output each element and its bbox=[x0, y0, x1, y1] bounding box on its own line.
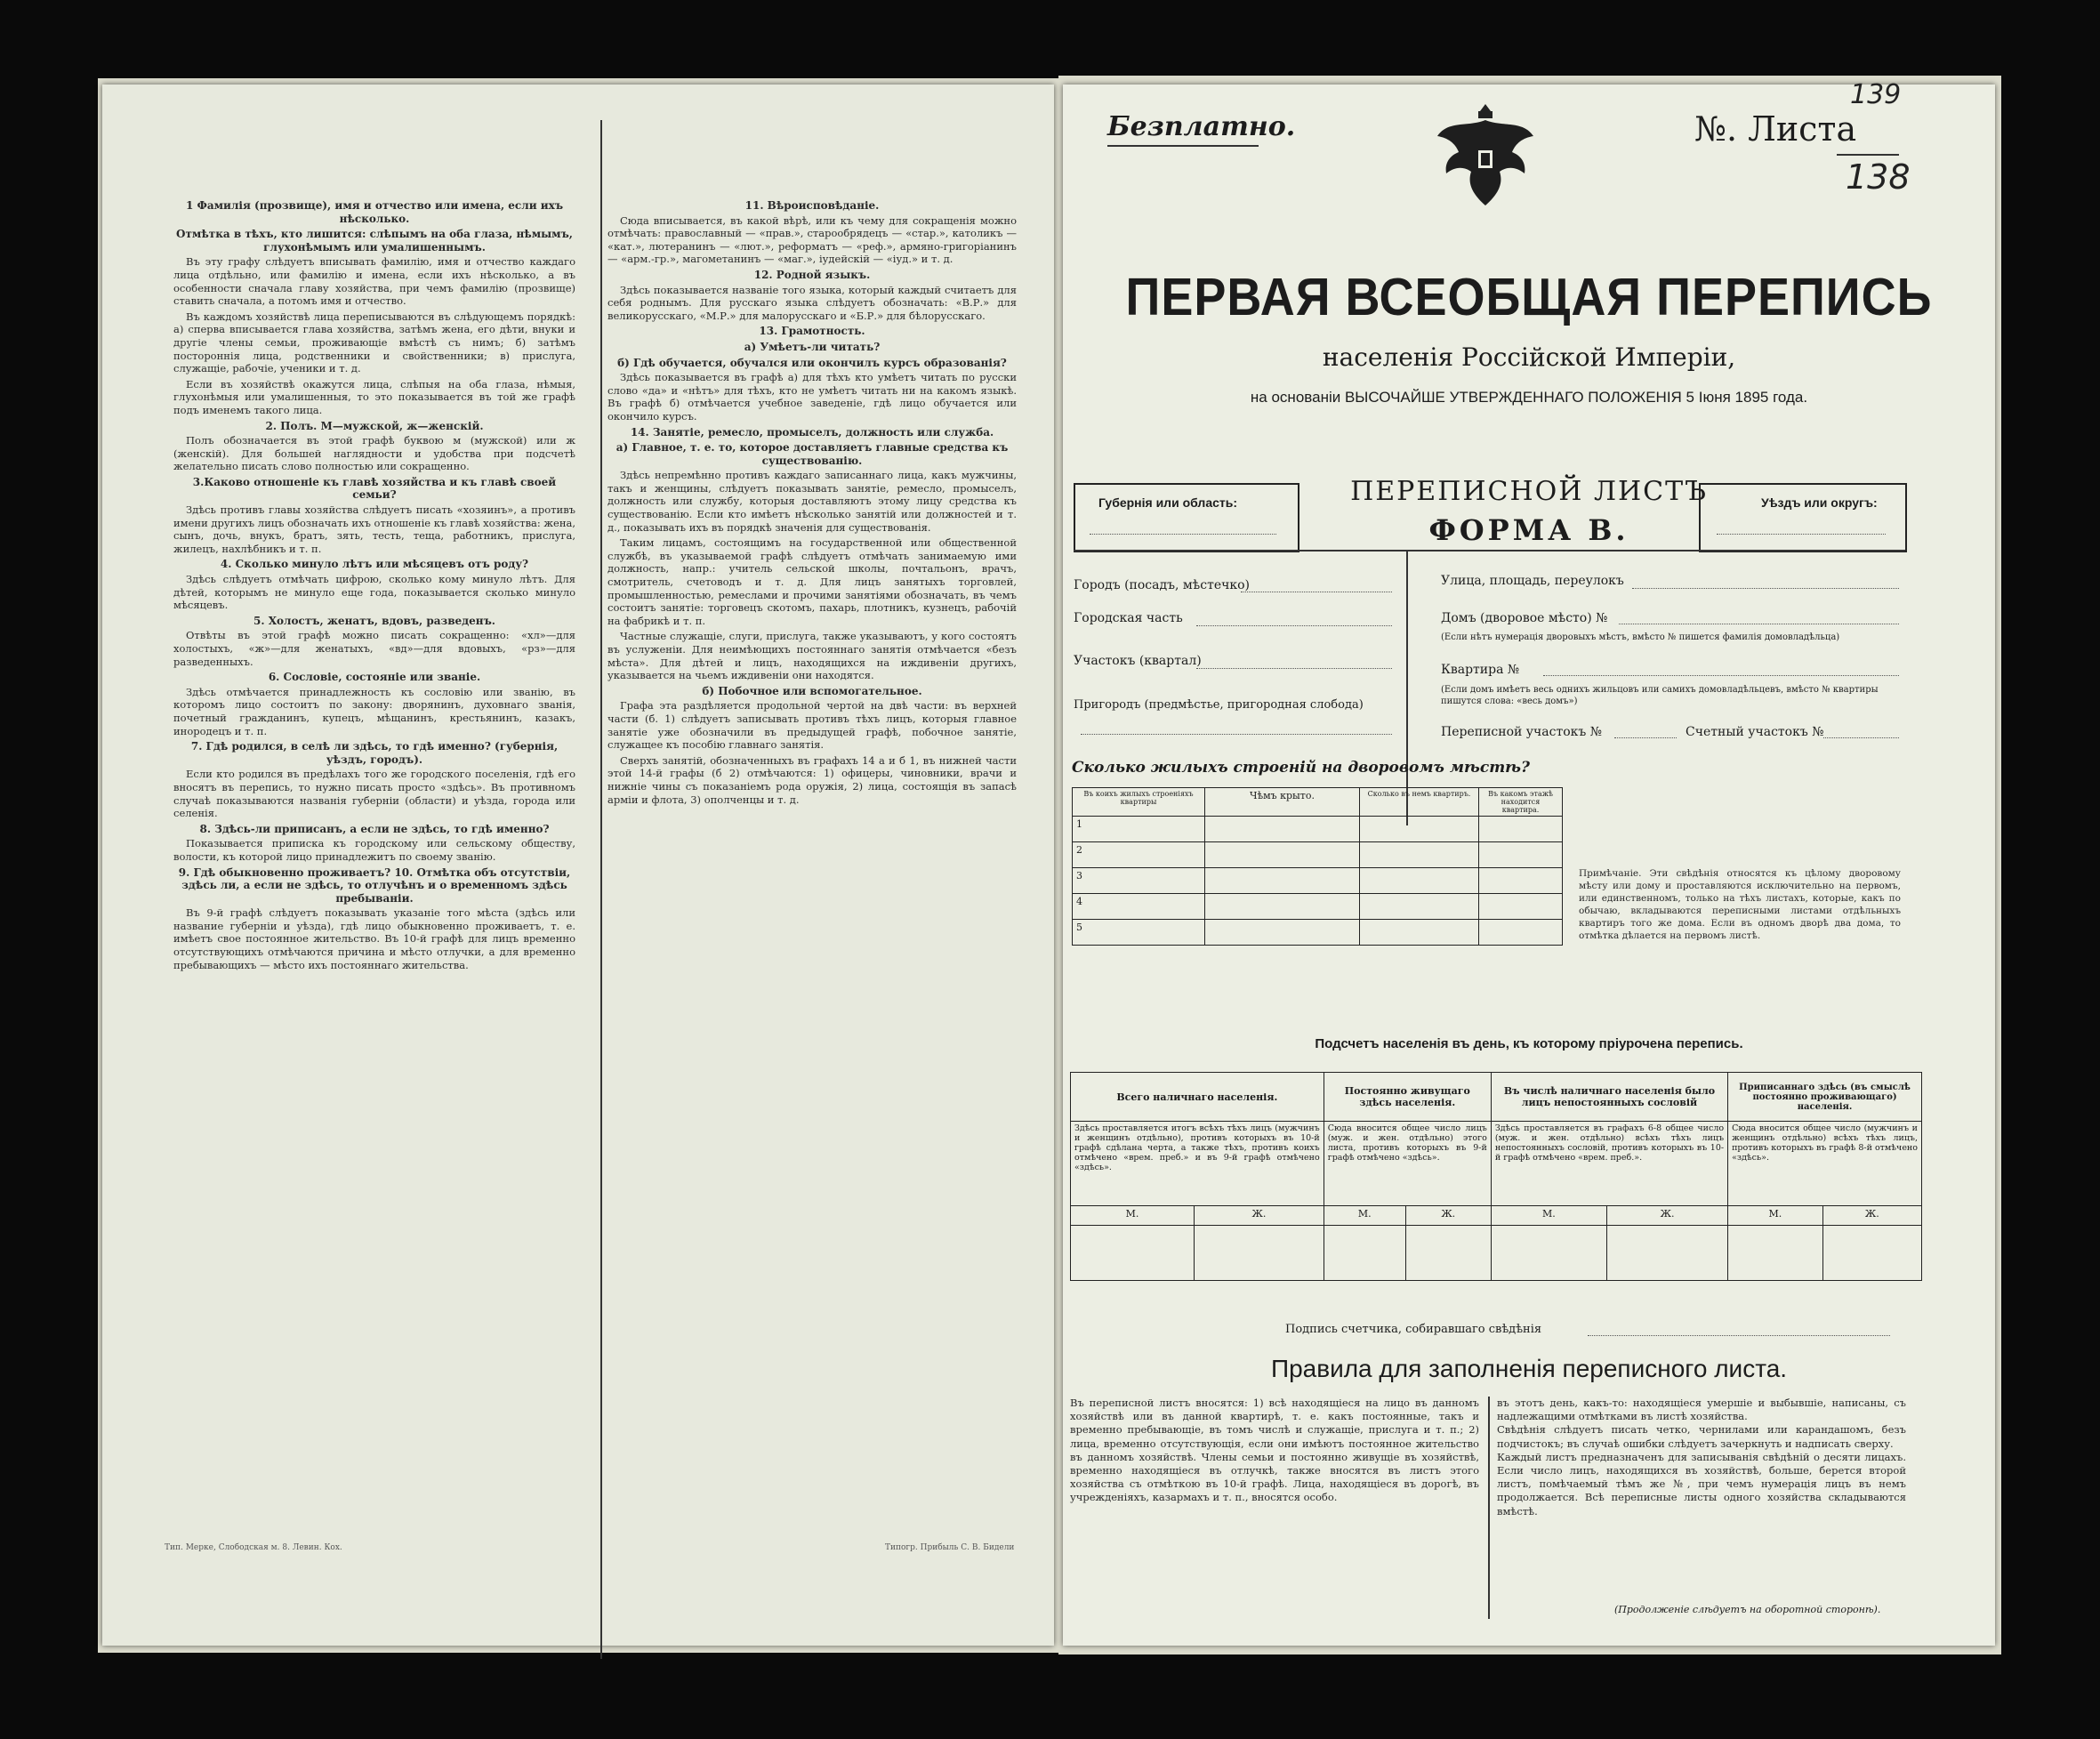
count-cell[interactable] bbox=[1606, 1226, 1727, 1281]
addr-district-field[interactable] bbox=[1614, 737, 1677, 738]
count-header-registered: Приписаннаго здѣсь (въ смыслѣ постоянно проживающаго) населенія. bbox=[1728, 1073, 1922, 1122]
q14-a: а) Главное, т. е. то, которое доставляетъ главные средства къ существованію. bbox=[616, 441, 1009, 467]
addr-part-label: Городская часть bbox=[1074, 611, 1183, 625]
count-cell[interactable] bbox=[1324, 1226, 1405, 1281]
addr-flat-note: (Если домъ имѣетъ весь однихъ жильцовъ или самихъ домовладѣльцевъ, вмѣсто № квартиры пишутся слова: «весь домъ») bbox=[1441, 685, 1879, 706]
q1-text-2: Въ каждомъ хозяйствѣ лица переписываются въ слѣдующемъ порядкѣ: а) сперва вписывается глава хозяйства, затѣмъ жена, его дѣти, внуки и другіе члены семьи, проживающіе вмѣстѣ съ нимъ; б) затѣмъ постороннія лица, родственники и свойственники; в) прислуга, служащіе, рабочіе, ученики и т. д. bbox=[173, 310, 575, 375]
census-basis: на основаніи ВЫСОЧАЙШЕ УТВЕРЖДЕННАГО ПОЛОЖЕНІЯ 5 Іюня 1895 года. bbox=[1250, 389, 1808, 406]
addr-house-label: Домъ (дворовое мѣсто) № bbox=[1441, 611, 1608, 625]
q14-text: Здѣсь непремѣнно противъ каждаго записаннаго лица, какъ мужчины, такъ и женщины, слѣдуетъ показывать занятіе, ремесло, промыселъ, должность или службу, которыя доставляютъ этому лицу средства къ существованію. Если кто имѣетъ нѣсколько занятій или должностей и т. д., показывать ихъ въ порядкѣ значенія для существованія. bbox=[607, 469, 1017, 534]
q11-text: Сюда вписывается, въ какой вѣрѣ, или къ чему для сокращенія можно отмѣчать: православный — «прав.», старообрядецъ — «стар.», католикъ — «кат.», лютеранинъ — «лют.», реформатъ — «реф.», армяно-григоріанинъ — «арм.-гр.», магометанинъ — «маг.», іудейскій — «іуд.» и т. д. bbox=[607, 213, 1017, 266]
rules-continued: (Продолженіе слѣдуетъ на оборотной сторонѣ). bbox=[1614, 1604, 1881, 1615]
q14-title: 14. Занятіе, ремесло, промыселъ, должность или служба. bbox=[630, 425, 994, 439]
buildings-table bbox=[1072, 787, 1563, 946]
build-header-1: Въ коихъ жилыхъ строеніяхъ квартиры bbox=[1073, 788, 1205, 817]
q2-title: 2. Полъ. М—мужской, ж—женскій. bbox=[265, 419, 484, 432]
addr-district-label: Переписной участокъ № bbox=[1441, 725, 1602, 739]
q3-title: 3.Каково отношеніе къ главѣ хозяйства и къ главѣ своей семьи? bbox=[192, 475, 557, 502]
printer-note-right: Типогр. Прибыль С. В. Бидели bbox=[885, 1543, 1015, 1552]
q7-title: 7. Гдѣ родился, в селѣ ли здѣсь, то гдѣ именно? (губернія, уѣздъ, городъ). bbox=[190, 740, 559, 766]
addr-house-note: (Если нѣтъ нумерація дворовыхъ мѣстъ, вмѣсто № пишется фамилія домовладѣльца) bbox=[1441, 632, 1840, 642]
count-cell[interactable] bbox=[1195, 1226, 1324, 1281]
uezd-label: Уѣздъ или округъ: bbox=[1761, 495, 1878, 510]
count-desc-present: Здѣсь проставляется итогъ всѣхъ тѣхъ лицъ (мужчинъ и женщинъ отдѣльно), противъ которыхъ въ 10-й графѣ сдѣлана черта, а также тѣхъ, противъ коихъ отмѣчено «врем. преб.» и въ 9-й графѣ отмѣчено «здѣсь». bbox=[1071, 1122, 1324, 1206]
q14-text-2: Таким лицамъ, состоящимъ на государственной или общественной службѣ, въ указываемой графѣ слѣдуетъ отмѣчать занимаемую ими должность, напр.: учитель сельской школы, почтальонъ, врачъ, смотритель, счетоводъ и т. д. Для лицъ занятыхъ торговлей, промышленностью, ремеслами и прочими занятіями обозначать, въ чемъ состоитъ занятіе: торговецъ скотомъ, пахарь, плотникъ, кузнецъ, рабочій на фабрикѣ и т. п. bbox=[607, 536, 1017, 627]
build-cell[interactable] bbox=[1479, 920, 1563, 946]
addr-part-field[interactable] bbox=[1196, 625, 1392, 626]
build-cell[interactable] bbox=[1205, 894, 1360, 920]
q9-text: Въ 9-й графѣ слѣдуетъ показывать указаніе того мѣста (здѣсь или название губерніи и уѣзда), гдѣ лицо обыкновенно проживаетъ, т. е. имѣетъ свое постоянное жительство. Въ 10-й графѣ для лицъ временно отсутствующихъ отмѣчаются причина и мѣсто отлучки, а для временно пребывающихъ — мѣсто ихъ постояннаго жительства. bbox=[173, 906, 575, 971]
sheet-number-underline bbox=[1837, 154, 1899, 156]
left-column-1 bbox=[173, 197, 575, 1615]
addr-street-label: Улица, площадь, переулокъ bbox=[1441, 574, 1624, 588]
q12-title: 12. Родной языкъ. bbox=[753, 268, 871, 281]
free-label: Безплатно. bbox=[1107, 111, 1296, 142]
signature-field[interactable] bbox=[1588, 1335, 1890, 1336]
count-title: Подсчетъ населенія въ день, къ которому пріурочена перепись. bbox=[1315, 1036, 1743, 1051]
count-cell[interactable] bbox=[1071, 1226, 1195, 1281]
q1-text: Въ эту графу слѣдуетъ вписывать фамилію, имя и отчество каждаго лица отдѣльно, или фамилію и имена, если ихъ нѣсколько, а въ особенности сначала главу хозяйства, при чемъ фамилію (прозвище) ставить сначала, а потомъ имя и отчество. bbox=[173, 255, 575, 308]
census-subtitle: населенія Россійской Имперіи, bbox=[1322, 342, 1736, 372]
q5-title: 5. Холостъ, женатъ, вдовъ, разведенъ. bbox=[253, 614, 495, 627]
sex-female-label: Ж. bbox=[1405, 1206, 1491, 1226]
count-desc-permanent: Сюда вносится общее число лицъ (муж. и жен. отдѣльно) этого листа, противъ которыхъ въ 9-й графѣ отмѣчено «здѣсь». bbox=[1324, 1122, 1491, 1206]
sex-female-label: Ж. bbox=[1195, 1206, 1324, 1226]
build-row-number: 3 bbox=[1073, 868, 1205, 894]
addr-count-field[interactable] bbox=[1823, 737, 1899, 738]
build-cell[interactable] bbox=[1360, 920, 1479, 946]
q13-b: б) Гдѣ обучается, обучался или окончилъ курсъ образованія? bbox=[617, 356, 1007, 369]
left-column-2 bbox=[607, 197, 1017, 1615]
q1-text-3: Если въ хозяйствѣ окажутся лица, слѣпыя на оба глаза, нѣмыя, глухонѣмыя или умалишенныя, то это показывается въ той же графѣ подъ именемъ такого лица. bbox=[173, 377, 575, 416]
sex-female-label: Ж. bbox=[1606, 1206, 1727, 1226]
q4-text: Здѣсь слѣдуетъ отмѣчать цифрою, сколько кому минуло лѣтъ. Для дѣтей, которымъ не минуло еще года, показывается сколько минуло мѣсяцевъ. bbox=[173, 573, 575, 612]
q14-b-title: б) Побочное или вспомогательное. bbox=[702, 684, 922, 697]
build-cell[interactable] bbox=[1479, 894, 1563, 920]
q11-title: 11. Вѣроисповѣданіе. bbox=[744, 199, 880, 212]
addr-street-field[interactable] bbox=[1632, 588, 1899, 589]
build-cell[interactable] bbox=[1479, 868, 1563, 894]
uezd-box bbox=[1699, 483, 1907, 552]
sex-male-label: М. bbox=[1728, 1206, 1822, 1226]
count-header-present: Всего наличнаго населенія. bbox=[1071, 1073, 1324, 1122]
build-row-number: 5 bbox=[1073, 920, 1205, 946]
q3-text: Здѣсь противъ главы хозяйства слѣдуетъ писать «хозяинъ», а противъ имени другихъ лицъ обозначать ихъ отношеніе къ главѣ хозяйства: жена, сынъ, дочь, внукъ, братъ, зять, тесть, теща, работникъ, прислуга, жилецъ, нахлѣбникъ и т. п. bbox=[173, 503, 575, 555]
free-underline bbox=[1107, 145, 1259, 147]
build-cell[interactable] bbox=[1360, 842, 1479, 868]
addr-flat-label: Квартира № bbox=[1441, 663, 1520, 677]
build-header-3: Сколько въ немъ квартиръ. bbox=[1360, 788, 1479, 817]
sheet-number-label: №. Листа bbox=[1694, 109, 1857, 149]
count-cell[interactable] bbox=[1822, 1226, 1921, 1281]
q9-title: 9. Гдѣ обыкновенно проживаетъ? 10. Отмѣтка объ отсутствіи, здѣсь ли, а если не здѣсь, то отлучѣнъ и о временномъ здѣсь пребываніи. bbox=[178, 865, 571, 905]
q2-text: Полъ обозначается въ этой графѣ буквою м (мужской) или ж (женскій). Для большей наглядности и удобства при подсчетѣ желательно писать слово полностью или сокращенно. bbox=[173, 434, 575, 473]
count-cell[interactable] bbox=[1728, 1226, 1822, 1281]
q5-text: Отвѣты въ этой графѣ можно писать сокращенно: «хл»—для холостыхъ, «ж»—для женатыхъ, «вд»—для вдовыхъ, «рз»—для разведенныхъ. bbox=[173, 629, 575, 668]
build-cell[interactable] bbox=[1205, 868, 1360, 894]
sex-male-label: М. bbox=[1071, 1206, 1195, 1226]
gubernia-label: Губернія или область: bbox=[1098, 495, 1238, 510]
form-title: ПЕРЕПИСНОЙ ЛИСТЪ bbox=[1350, 476, 1708, 507]
q6-title: 6. Сословіе, состояніе или званіе. bbox=[268, 671, 481, 684]
rules-column-1: Въ переписной листъ вносятся: 1) всѣ находящіеся на лицо въ данномъ хозяйствѣ или въ данной квартирѣ, т. е. какъ постоянные, такъ и временно пребывающіе, въ томъ числѣ и служащіе, прислуга и т. п.; 2) лица, временно отсутствующія, если они имѣютъ постоянное жительство въ данномъ хозяйствѣ. Члены семьи и постоянно живущіе въ хозяйствѣ, временно находящіеся въ отлучкѣ, также вносятся въ листъ этого хозяйства съ отмѣткою въ 10-й графѣ. Лица, находящіеся въ дорогѣ, въ учрежденіяхъ, казармахъ и т. п., вносятся особо. bbox=[1070, 1397, 1479, 1504]
sex-male-label: М. bbox=[1491, 1206, 1606, 1226]
build-cell[interactable] bbox=[1360, 894, 1479, 920]
count-desc-registered: Сюда вносится общее число (мужчинъ и женщинъ отдѣльно) всѣхъ тѣхъ лицъ, противъ которыхъ въ графѣ 8-й отмѣчено «здѣсь». bbox=[1728, 1122, 1922, 1206]
build-cell[interactable] bbox=[1205, 920, 1360, 946]
rules-divider bbox=[1488, 1397, 1490, 1619]
build-row-number: 1 bbox=[1073, 817, 1205, 842]
address-divider bbox=[1406, 550, 1408, 825]
population-count-table bbox=[1070, 1072, 1922, 1281]
addr-city-label: Городъ (посадъ, мѣстечко) bbox=[1074, 578, 1251, 592]
buildings-note: Примѣчаніе. Эти свѣдѣнія относятся къ цѣлому дворовому мѣсту или дому и проставляются исключительно на первомъ, или единственномъ, только на тѣхъ листахъ, которые, какъ по обычаю, вкладываются переписными листами отдѣльныхъ квартиръ того же дома. Если въ одномъ дворѣ два дома, то отмѣтка дѣлается на первомъ листѣ. bbox=[1579, 868, 1901, 941]
count-cell[interactable] bbox=[1405, 1226, 1491, 1281]
printer-note-left: Тип. Мерке, Слободская м. 8. Левин. Кох. bbox=[165, 1543, 342, 1552]
sex-male-label: М. bbox=[1324, 1206, 1405, 1226]
count-desc-nonpermanent: Здѣсь проставляется въ графахъ 6-8 общее число (муж. и жен. отдѣльно) всѣхъ тѣхъ лицъ непостоянныхъ сословій, противъ которыхъ въ 10-й графѣ отмѣчено «врем. преб.». bbox=[1491, 1122, 1727, 1206]
build-cell[interactable] bbox=[1479, 842, 1563, 868]
column-divider bbox=[600, 120, 602, 1659]
addr-count-label: Счетный участокъ № bbox=[1686, 725, 1824, 739]
uezd-field[interactable] bbox=[1717, 534, 1886, 535]
right-page bbox=[1063, 79, 1995, 1646]
build-cell[interactable] bbox=[1360, 868, 1479, 894]
form-letter: ФОРМА В. bbox=[1428, 513, 1629, 547]
build-cell[interactable] bbox=[1205, 842, 1360, 868]
build-cell[interactable] bbox=[1360, 817, 1479, 842]
signature-label: Подпись счетчика, собиравшаго свѣдѣнія bbox=[1285, 1323, 1542, 1336]
count-header-permanent: Постоянно живущаго здѣсь населенія. bbox=[1324, 1073, 1491, 1122]
build-row-number: 4 bbox=[1073, 894, 1205, 920]
sex-female-label: Ж. bbox=[1822, 1206, 1921, 1226]
count-cell[interactable] bbox=[1491, 1226, 1606, 1281]
build-row-number: 2 bbox=[1073, 842, 1205, 868]
q7-text: Если кто родился въ предѣлахъ того же городского поселенія, гдѣ его вносятъ въ перепись, то нужно писать просто «здѣсь». Въ противномъ случаѣ показываются названія губерніи (области) и уѣзда, города или селенія. bbox=[173, 768, 575, 820]
q4-title: 4. Сколько минуло лѣтъ или мѣсяцевъ отъ роду? bbox=[220, 558, 529, 571]
addr-suburb-field[interactable] bbox=[1081, 734, 1392, 735]
build-cell[interactable] bbox=[1205, 817, 1360, 842]
handwritten-number-top: 139 bbox=[1850, 79, 1902, 110]
q14-b-text-2: Сверхъ занятій, обозначенныхъ въ графахъ 14 а и б 1, въ нижней части этой 14-й графы (б 2) отмѣчаются: 1) офицеры, чиновники, врачи и нижніе чины съ показаніемъ рода оружія, 2) лица, состоящія въ запасѣ арміи и флота, 3) ополченцы и т. д. bbox=[607, 753, 1017, 806]
header-rule bbox=[1074, 550, 1905, 551]
q8-title: 8. Здѣсь-ли приписанъ, а если не здѣсь, то гдѣ именно? bbox=[199, 822, 550, 835]
addr-precinct-label: Участокъ (квартал) bbox=[1074, 654, 1202, 668]
build-cell[interactable] bbox=[1479, 817, 1563, 842]
left-page bbox=[102, 85, 1054, 1646]
q12-text: Здѣсь показывается названіе того языка, который каждый считаетъ для себя роднымъ. Для русскаго языка слѣдуетъ обозначать: «В.Р.» для великорусскаго, «М.Р.» для малорусскаго и «Б.Р.» для бѣлорусскаго. bbox=[607, 283, 1017, 322]
addr-precinct-field[interactable] bbox=[1196, 668, 1392, 669]
q14-b-text: Графа эта раздѣляется продольной чертой на двѣ части: въ верхней части (б. 1) слѣдуетъ записывать противъ тѣхъ лицъ, которыя главное занятіе уже обозначили въ предыдущей графѣ, побочное занятіе, служащее къ пособію главнаго занятія. bbox=[607, 699, 1017, 752]
rules-column-2: въ этотъ день, какъ-то: находящіеся умершіе и выбывшіе, написаны, съ надлежащими отмѣтками въ лиcтѣ хозяйства. Свѣдѣнія слѣдуетъ писать четко, чернилами или карандашомъ, безъ подчистокъ; въ случаѣ ошибки слѣдуетъ зачеркнуть и надписать сверху. Каждый листъ предназначенъ для записыванія свѣдѣній о десяти лицахъ. Если число лицъ, находящихся въ хозяйствѣ, больше, берется второй листъ, помѣчаемый тѣмъ же №, при чемъ нумерація лицъ въ немъ продолжается. Всѣ переписные листы одного хозяйства складываются вмѣстѣ. bbox=[1497, 1397, 1906, 1518]
q14-text-3: Частные служащіе, слуги, прислуга, также указываютъ, у кого состоятъ въ услуженіи. Для неимѣющихъ постояннаго занятія отмѣчается «безъ мѣста». Для дѣтей и лицъ, находящихся на иждивеніи другихъ, указывается на чьемъ иждивеніи они находятся. bbox=[607, 630, 1017, 682]
double-headed-eagle-icon bbox=[1432, 101, 1539, 212]
buildings-question: Сколько жилыхъ строеній на дворовомъ мѣстѣ? bbox=[1072, 759, 1530, 777]
addr-suburb-label: Пригородъ (предмѣстье, пригородная слобода) bbox=[1074, 698, 1364, 712]
q8-text: Показывается приписка къ городскому или сельскому обществу, волости, къ которой лицо принадлежитъ по своему званію. bbox=[173, 837, 575, 863]
q13-text: Здѣсь показывается въ графѣ а) для тѣхъ кто умѣетъ читать по русски слово «да» и «нѣтъ» для тѣхъ, кто не умѣетъ читать ни на какомъ языкѣ. Въ графѣ б) отмѣчается учебное заведеніе, гдѣ лицо обучается или окончило курсъ. bbox=[607, 371, 1017, 423]
count-header-nonpermanent: Въ числѣ наличнаго населенія было лицъ непостоянныхъ сословій bbox=[1491, 1073, 1727, 1122]
rules-title: Правила для заполненія переписного листа. bbox=[1270, 1355, 1788, 1382]
q13-title: 13. Грамотность. bbox=[759, 325, 865, 338]
q13-a: а) Умѣетъ-ли читать? bbox=[744, 340, 881, 353]
q6-text: Здѣсь отмѣчается принадлежность къ сословію или званію, въ которомъ лицо состоитъ по закону: дворянинъ, духовнаго званія, почетный гражданинъ, купецъ, мѣщанинъ, крестьянинъ, казакъ, инородецъ и т. п. bbox=[173, 685, 575, 737]
build-header-2: Чѣмъ крыто. bbox=[1205, 788, 1360, 817]
q1-title: 1 Фамилія (прозвище), имя и отчество или имена, если ихъ нѣсколько. bbox=[185, 199, 564, 225]
handwritten-number-main: 138 bbox=[1846, 157, 1911, 197]
addr-flat-field[interactable] bbox=[1543, 675, 1899, 676]
census-title: ПЕРВАЯ ВСЕОБЩАЯ ПЕРЕПИСЬ bbox=[1125, 268, 1933, 326]
build-header-4: Въ какомъ этажѣ находится квартира. bbox=[1479, 788, 1563, 817]
q1-note: Отмѣтка в тѣхъ, кто лишится: слѣпымъ на оба глаза, нѣмымъ, глухонѣмымъ или умалишеннымъ. bbox=[176, 228, 573, 254]
